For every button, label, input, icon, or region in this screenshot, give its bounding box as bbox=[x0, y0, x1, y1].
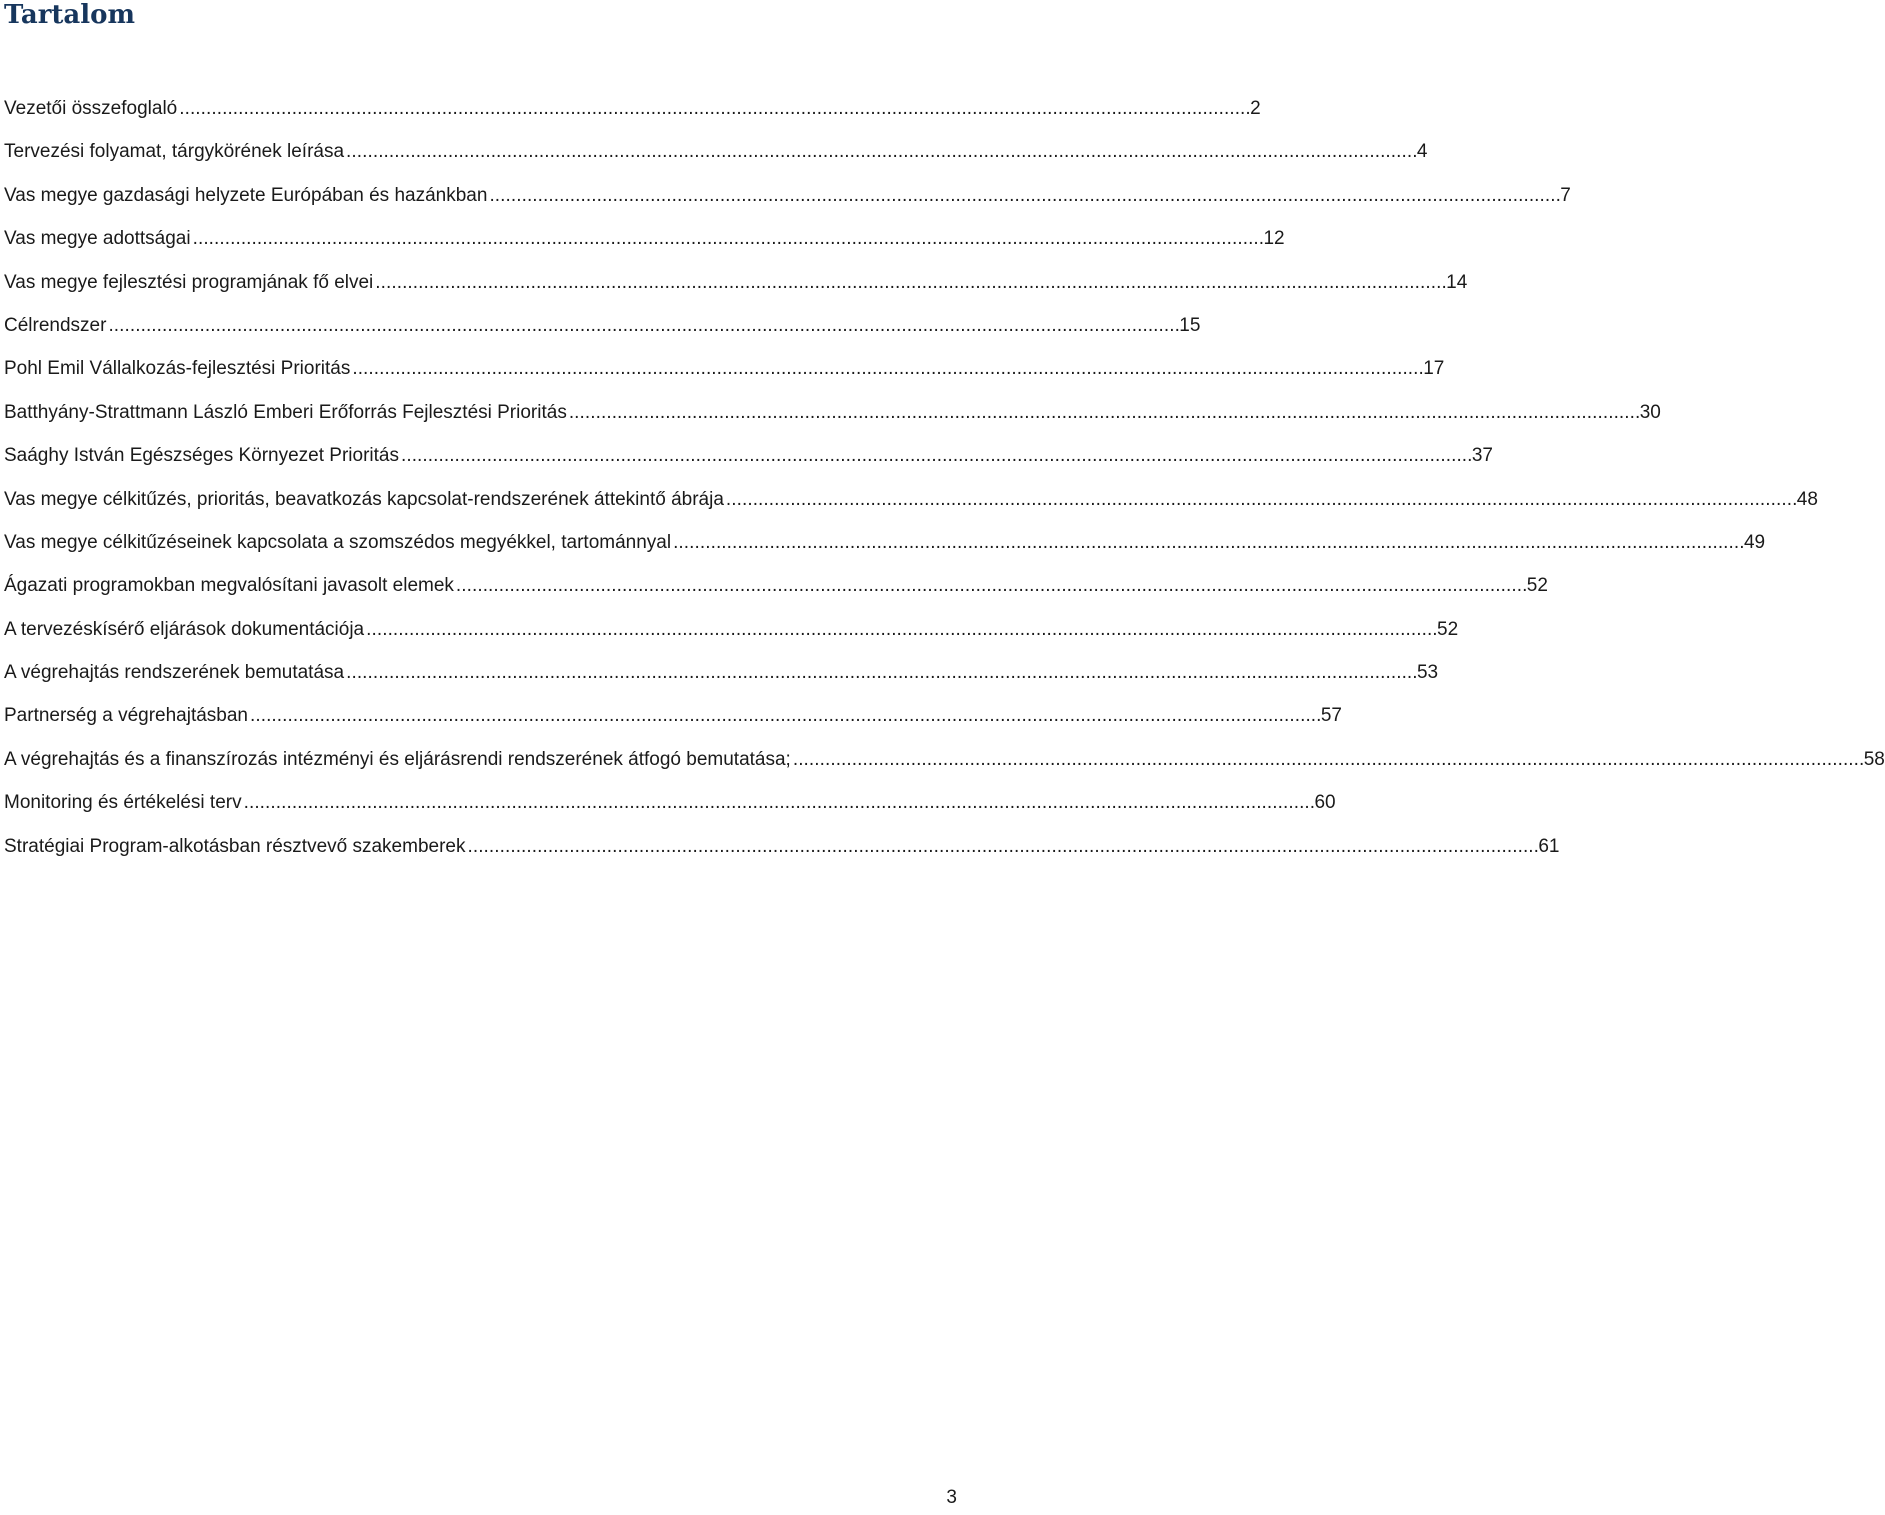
toc-entry-title: Célrendszer bbox=[4, 314, 107, 336]
toc-entry-title: A végrehajtás rendszerének bemutatása bbox=[4, 662, 345, 684]
toc-entry-title: Vas megye fejlesztési programjának fő elvei bbox=[4, 271, 374, 293]
toc-dot-leader bbox=[244, 781, 1313, 824]
toc-entry-title: Saághy István Egészséges Környezet Prioritás bbox=[4, 445, 399, 467]
toc-entry-title: A végrehajtás és a finanszírozás intézményi és eljárásrendi rendszerének átfogó bemutatása; bbox=[4, 748, 791, 770]
toc-dot-leader bbox=[489, 174, 1558, 217]
toc-dot-leader bbox=[375, 261, 1444, 304]
page-title: Tartalom bbox=[4, 0, 135, 30]
toc-entry-title: Vas megye célkitűzéseinek kapcsolata a szomszédos megyékkel, tartománnyal bbox=[4, 531, 672, 553]
toc-entry-page: 48 bbox=[1796, 488, 1818, 510]
toc-entry-page: 4 bbox=[1416, 141, 1428, 163]
toc-entry-title: Batthyány-Strattmann László Emberi Erőforrás Fejlesztési Prioritás bbox=[4, 401, 567, 423]
toc-dot-leader bbox=[250, 694, 1319, 737]
toc-entry-page: 37 bbox=[1471, 445, 1493, 467]
toc-entry-page: 53 bbox=[1416, 662, 1439, 684]
toc-dot-leader bbox=[108, 304, 1177, 347]
toc-entry-title: Tervezési folyamat, tárgykörének leírása bbox=[4, 141, 345, 163]
toc-entry-title: Ágazati programokban megvalósítani javasolt elemek bbox=[4, 575, 454, 597]
toc-entry[interactable] bbox=[4, 304, 1201, 347]
toc-dot-leader bbox=[673, 521, 1742, 564]
toc-entry-page: 52 bbox=[1526, 575, 1548, 597]
toc-entry-title: A tervezéskísérő eljárások dokumentációja bbox=[4, 618, 365, 640]
toc-entry-page: 7 bbox=[1560, 184, 1571, 206]
toc-entry-page: 52 bbox=[1437, 618, 1459, 640]
toc-entry[interactable] bbox=[4, 261, 1468, 304]
toc-entry[interactable] bbox=[4, 738, 1885, 781]
toc-entry[interactable] bbox=[4, 694, 1342, 737]
toc-dot-leader bbox=[793, 738, 1862, 781]
toc-entry[interactable] bbox=[4, 87, 1261, 130]
page-number: 3 bbox=[946, 1487, 957, 1508]
toc-dot-leader bbox=[401, 434, 1470, 477]
toc-dot-leader bbox=[193, 217, 1262, 260]
toc-dot-leader bbox=[352, 347, 1421, 390]
toc-entry-title: Vezetői összefoglaló bbox=[4, 98, 178, 119]
toc-entry[interactable] bbox=[4, 130, 1428, 173]
toc-dot-leader bbox=[467, 825, 1536, 868]
toc-entry[interactable] bbox=[4, 781, 1336, 824]
toc-entry-title: Vas megye célkitűzés, prioritás, beavatkozás kapcsolat-rendszerének áttekintő ábrája bbox=[4, 488, 724, 510]
toc-entry-title: Vas megye adottságai bbox=[4, 228, 191, 250]
toc-entry-page: 60 bbox=[1314, 792, 1336, 814]
toc-entry-page: 57 bbox=[1320, 705, 1342, 727]
toc-entry-page: 2 bbox=[1250, 98, 1261, 119]
toc-entry-title: Partnerség a végrehajtásban bbox=[4, 705, 248, 727]
toc-entry-page: 30 bbox=[1639, 401, 1661, 423]
table-of-contents bbox=[4, 87, 1885, 868]
toc-entry[interactable] bbox=[4, 478, 1818, 521]
toc-dot-leader bbox=[366, 608, 1435, 651]
toc-entry-page: 15 bbox=[1179, 314, 1201, 336]
toc-entry[interactable] bbox=[4, 651, 1439, 694]
toc-entry-page: 49 bbox=[1743, 531, 1766, 553]
toc-entry[interactable] bbox=[4, 521, 1766, 564]
toc-entry[interactable] bbox=[4, 347, 1445, 390]
toc-entry-page: 58 bbox=[1863, 748, 1885, 770]
toc-entry-page: 17 bbox=[1423, 358, 1445, 380]
toc-entry[interactable] bbox=[4, 174, 1571, 217]
toc-entry-page: 61 bbox=[1538, 835, 1560, 857]
toc-entry[interactable] bbox=[4, 391, 1661, 434]
toc-entry-page: 14 bbox=[1446, 271, 1468, 293]
toc-entry[interactable] bbox=[4, 608, 1459, 651]
toc-entry-title: Pohl Emil Vállalkozás-fejlesztési Prioritás bbox=[4, 358, 351, 380]
toc-entry-title: Vas megye gazdasági helyzete Európában és hazánkban bbox=[4, 184, 488, 206]
toc-dot-leader bbox=[726, 478, 1795, 521]
toc-dot-leader bbox=[456, 564, 1525, 607]
toc-dot-leader bbox=[179, 87, 1248, 130]
toc-entry[interactable] bbox=[4, 564, 1548, 607]
toc-dot-leader bbox=[346, 651, 1415, 694]
toc-entry[interactable] bbox=[4, 217, 1285, 260]
toc-entry-title: Stratégiai Program-alkotásban résztvevő szakemberek bbox=[4, 835, 466, 857]
toc-entry-title: Monitoring és értékelési terv bbox=[4, 792, 242, 814]
toc-dot-leader bbox=[569, 391, 1638, 434]
toc-entry[interactable] bbox=[4, 825, 1560, 868]
toc-entry-page: 12 bbox=[1263, 228, 1285, 250]
toc-entry[interactable] bbox=[4, 434, 1493, 477]
toc-dot-leader bbox=[346, 130, 1415, 173]
